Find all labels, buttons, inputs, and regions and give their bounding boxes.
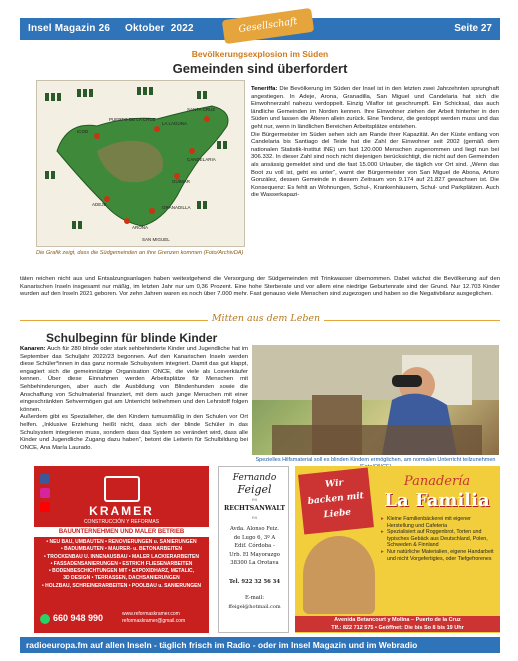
photo-caption: Spezielles Hilfsmaterial soll es blinden Kindern ermöglichen, am normalen Unterricht teilzunehmen [255,457,496,463]
map-label-san-miguel: SAN MIGUEL [142,237,170,242]
map-caption: Die Grafik zeigt, dass die Südgemeinden an ihre Grenzen kommen (Foto/ArchivDA) [36,250,244,256]
map-label-candelaria: CANDELARIA [187,157,216,162]
article1-para2: Die Bürgermeister im Süden sehen sich am Rande ihrer Kapazität. An der Küste entlang von Candelaria bis Santiago del Teide hat die Zahl der Einwohner seit 2002 (gemäß dem nationalen Statistik-Institut INE) um fast 120.000 Menschen zugenommen und liegt nun bei 306.332. In dieser Zahl sind noch nicht diejenigen berücksichtigt, die nicht auf den Gemeinden als ansässig gemeldet sind und die fast 15.000 Urlauber, die täglich vor Ort sind. „Wenn das Boot zu voll ist, geht es unter“, warnt der Bürgermeister von San Miguel de Abona, Arturo González, dessen Gemeinde in diesem Zeitraum von 9.174 auf 21.827 gewachsen ist. Die Konsequenz: Es fehlt an Wohnungen, Schul-, Krankenhäusern, Schul- und Parkplätzen. Auch die Wasserkapazi- [251,131,499,199]
article2-title: Schulbeginn für blinde Kinder [46,331,218,345]
section-tag: Gesellschaft [222,8,314,44]
kramer-sub: CONSTRUCCIÓN Y REFORMAS [83,519,160,525]
map-label-granadilla: GRANADILLA [162,205,191,210]
kramer-services: • NEU BAU, UMBAUTEN • RENOVIERUNGEN u. SANIERUNGEN • BADUMBAUTEN • MAURER- u. BETONARBEITEN • TROCKENBAU U. INNENAUSBAU • MALER LACKIERARBEITEN • FASSADENSANIERUNGEN • ESTRICH FLIESENARBEITEN • BODENBESCHICHTUNGEN MIT • EXPOXIDHARZ, METALIC, 3D DESIGN • TERRASSEN, DACHSANIERUNGEN • HOLZBAU, SCHREINERARBEITEN • POOLBAU u. SANIERUNGEN [41,539,202,589]
population-map [36,80,245,247]
article2-body [20,346,248,452]
ad-feigel[interactable] [218,466,289,633]
article2-lead: Kanaren: Auch für 280 blinde oder stark sehbehinderte Kinder und Jugendliche hat im September das Schuljahr 2022/23 begonnen. Auf den Kanarischen Inseln werden diese Schüler*innen in das ganz normale Schulsystem integriert. Damit das gut klappt, engagiert sich die gemeinnützige Organisation ONCE, die viele als Losverkäufer kennen. Über diese Einnahmen werden Arbeitsplätze für Menschen mit Sehbehinderungen, aber auch die Ausbildung von Blindenhunden sowie die Anschaffung von Schulmaterial finanziert, mit dem auch junge Menschen mit einer eingeschränkten Sehvermögen gut am Unterricht teilnehmen und den Lehrstoff folgen können. [20,346,248,413]
facebook-icon[interactable] [40,474,50,484]
article1-column-right [251,86,499,200]
map-label-santa-cruz: SANTA CRUZ [187,107,216,112]
feigel-ornament: es [251,497,258,503]
ad-la-familia[interactable] [295,466,500,633]
article-title: Gemeinden sind überfordert [172,61,348,76]
feigel-email[interactable]: ffeigel@hotmail.com [228,604,281,610]
header-issue: Insel Magazin 26 Oktober 2022 [28,23,194,34]
school-photo [252,345,499,455]
map-label-la-laguna: LA LAGUNA [162,121,188,126]
article2-para2: Außerdem gibt es Spezialleher, die den Kindern tumusmäßig in den Schulen vor Ort helfen. „Inklusive Erziehung heißt nicht, dass sich der blinde Schüler in das Schulsystem integrieren muss, sondern dass das System so verändert wird, dass alle Kinder und Jugendliche Zugang dazu haben“, betont die Leiterin für Schulbildung bei ONCE, Ana María Laurado. [20,414,248,451]
kramer-web[interactable]: www.reformaskramer.com [122,611,180,617]
whatsapp-icon [40,614,50,624]
familia-footer [295,616,500,632]
section-divider [20,314,500,326]
map-label-adeje: ADEJE [92,202,107,207]
bread-image [303,536,375,614]
map-label-puerto-cruz: PUERTO DE LA CRUZ [109,117,156,122]
familia-name: La Familia [384,490,490,511]
kramer-name: KRAMER [89,504,154,518]
kramer-headline: BAUUNTERNEHMEN UND MALER BETRIEB [34,527,209,537]
feigel-first: Fernando [232,473,277,483]
feigel-last: Feigel [237,483,272,496]
section-label: Mitten aus dem Leben [208,313,324,324]
page-footer[interactable]: radioeuropa.fm auf allen Inseln - täglich frisch im Radio - oder im Insel Magazin und im Webradio [20,637,500,653]
map-label-icod: ICOD [77,129,89,134]
familia-hours: Tlf.: 822 712 575 • Geöffnet: Die bis So 8 bis 19 Uhr [331,625,464,631]
familia-list: ▸ Kleine Familienbäckerei mit eigener Herstellung und Cafeteria ▸ Spezialisiert auf Roggenbrot, Torten und typisches Gebäck aus Deutschland, Polen, Schweden & Finnland ▸ Nur natürliche Materialien, eigene Handarbeit und nicht Vorgefertigtes, oder Tiefgefrorenes [381,516,497,562]
kramer-email[interactable]: reformaskramer@gmail.com [122,618,186,624]
article-kicker: Bevölkerungsexplosion im Süden [191,49,329,59]
kramer-contact[interactable] [122,611,185,625]
feigel-tel[interactable]: Tel. 922 32 56 34 [228,579,281,585]
header-page: Seite 27 [454,23,492,34]
familia-sub: Panadería [403,474,471,489]
kramer-logo [104,476,140,502]
article1-para1: Teneriffa: Die Bevölkerung im Süden der Insel ist in den letzten zwei Jahrzehnten sprunghaft angestiegen. In Adeje, Arona, Granadilla, San Miguel und Candelaria hat sich die Einwohnerzahl nahezu verdoppelt. Einzig Vilaflor ist geschrumpft. Ein Schicksal, das auch ländliche Gemeinden im Norden kennen. Ihre Einwohner ziehen der Arbeit hinterher in den Süden und lassen die Älteren allein zurück. Eine Tendenz, die gestoppt werden muss und das geht nur, wenn in ländlichen Bereichen Arbeitsplätze entstehen. [251,86,499,130]
article1-continued: täten reichen nicht aus und Entsalzungsanlagen haben weitestgehend die Versorgung der Südgemeinden mit Trinkwasser übernommen. Dabei wächst die Bevölkerung auf den Kanarischen Inseln insgesamt nur mäßig, im letzten Jahr nur um 0,36 Prozent. Eine hohe Sterberate und vor allem eine niedrige Geburtenrate sind der Grund. Nur 12.703 Kinder wurden auf den Inseln 2021 geboren. Vor zehn Jahren waren es noch über 7.000 mehr. Fast genauso viele Menschen sind zugezogen und haben so die Negativbilanz ausgeglichen. [20,276,500,298]
feigel-role: RECHTSANWALT [223,505,286,512]
instagram-icon[interactable] [40,488,50,498]
kramer-phone[interactable]: 660 948 990 [40,613,103,624]
map-label-guimar: GÜÍMAR [172,179,190,184]
familia-address: Avenida Betancourt y Molina – Puerto de la Cruz [334,617,461,623]
map-graphic [37,81,246,248]
map-label-arona: ARONA [132,225,149,230]
feigel-email-label: E-mail: [244,595,265,601]
ad-kramer[interactable] [34,466,209,633]
familia-slogan: Wir backen mit Liebe [298,468,374,535]
feigel-ornament-2: es [251,515,258,521]
feigel-address: Avda. Alonso Feiz. de Lugo 6, 3º A Edif. Córdoba - Urb. El Mayorazgo 38300 La Orotava [229,526,280,566]
